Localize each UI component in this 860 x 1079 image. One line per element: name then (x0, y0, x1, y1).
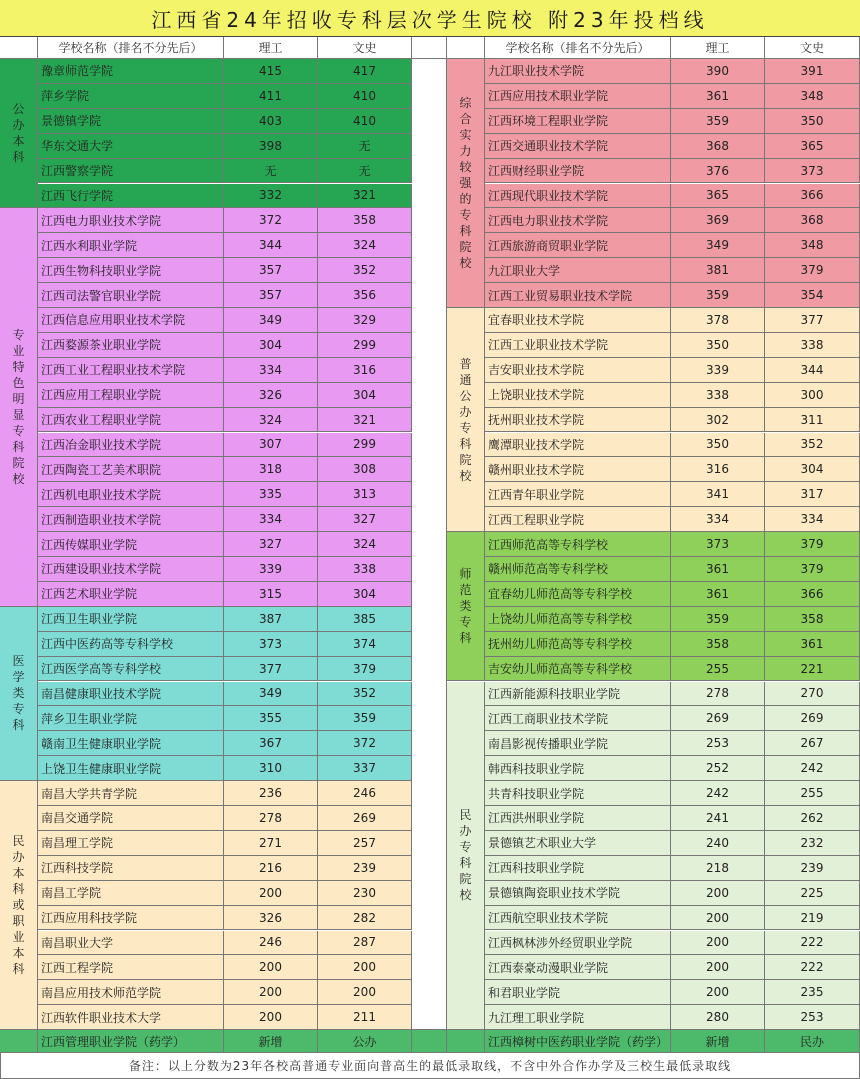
liberal-arts-score: 373 (765, 159, 860, 184)
score-grid (0, 37, 860, 1052)
category-label: 师 范 类 专 科 (447, 532, 485, 681)
science-score: 236 (224, 781, 318, 806)
liberal-arts-score: 379 (318, 657, 412, 682)
header-science: 理工 (224, 37, 318, 59)
school-name: 江西传媒职业学院 (38, 532, 224, 557)
science-score: 332 (224, 184, 318, 209)
liberal-arts-score: 321 (318, 184, 412, 209)
science-score: 361 (671, 582, 765, 607)
liberal-arts-score: 329 (318, 308, 412, 333)
school-name: 南昌交通学院 (38, 806, 224, 831)
liberal-arts-score: 379 (765, 557, 860, 582)
science-score: 280 (671, 1005, 765, 1030)
liberal-arts-score: 287 (318, 931, 412, 956)
school-name: 江西航空职业技术学院 (485, 906, 671, 931)
liberal-arts-score: 242 (765, 756, 860, 781)
science-score: 339 (224, 557, 318, 582)
school-name: 南昌工学院 (38, 881, 224, 906)
science-score: 200 (224, 881, 318, 906)
liberal-arts-score: 321 (318, 408, 412, 433)
school-name: 南昌职业大学 (38, 931, 224, 956)
school-name: 江西陶瓷工艺美术职院 (38, 457, 224, 482)
science-score: 278 (671, 682, 765, 707)
liberal-arts-score: 338 (318, 557, 412, 582)
category-label: 综 合 实 力 较 强 的 专 科 院 校 (447, 59, 485, 308)
science-score: 271 (224, 831, 318, 856)
liberal-arts-score: 230 (318, 881, 412, 906)
header-school-name: 学校名称（排名不分先后） (485, 37, 671, 59)
liberal-arts-score: 385 (318, 607, 412, 632)
liberal-arts-score: 417 (318, 59, 412, 84)
science-score: 372 (224, 208, 318, 233)
science-score: 359 (671, 607, 765, 632)
liberal-arts-score: 222 (765, 931, 860, 956)
science-score: 368 (671, 134, 765, 159)
school-name: 江西冶金职业技术学院 (38, 433, 224, 458)
science-score: 339 (671, 358, 765, 383)
school-name: 江西工商职业技术学院 (485, 706, 671, 731)
page-title: 江西省24年招收专科层次学生院校 附23年投档线 (0, 0, 860, 37)
science-score: 316 (671, 457, 765, 482)
science-score: 326 (224, 906, 318, 931)
school-name: 江西工程职业学院 (485, 507, 671, 532)
liberal-arts-score: 239 (765, 856, 860, 881)
science-score: 新增 (671, 1030, 765, 1053)
school-name: 江西软件职业技术大学 (38, 1005, 224, 1030)
school-name: 抚州职业技术学院 (485, 408, 671, 433)
science-score: 335 (224, 482, 318, 507)
liberal-arts-score: 299 (318, 433, 412, 458)
science-score: 398 (224, 134, 318, 159)
liberal-arts-score: 304 (318, 582, 412, 607)
school-name: 江西工业贸易职业技术学院 (485, 283, 671, 308)
school-name: 江西樟树中医药职业学院（药学） (485, 1030, 671, 1053)
liberal-arts-score: 222 (765, 955, 860, 980)
header-liberal-arts: 文史 (318, 37, 412, 59)
science-score: 269 (671, 706, 765, 731)
liberal-arts-score: 354 (765, 283, 860, 308)
school-name: 南昌影视传播职业学院 (485, 731, 671, 756)
category-label: 专 业 特 色 明 显 专 科 院 校 (0, 208, 38, 606)
school-name: 宜春职业技术学院 (485, 308, 671, 333)
science-score: 无 (224, 159, 318, 184)
science-score: 200 (671, 980, 765, 1005)
liberal-arts-score: 255 (765, 781, 860, 806)
school-name: 江西工业职业技术学院 (485, 333, 671, 358)
science-score: 318 (224, 457, 318, 482)
school-name: 江西现代职业技术学院 (485, 184, 671, 209)
school-name: 江西司法警官职业学院 (38, 283, 224, 308)
last-row-category-blank (0, 1030, 38, 1053)
school-name: 景德镇学院 (38, 109, 224, 134)
school-name: 江西工程学院 (38, 955, 224, 980)
school-name: 江西中医药高等专科学校 (38, 632, 224, 657)
school-name: 江西信息应用职业技术学院 (38, 308, 224, 333)
liberal-arts-score: 327 (318, 507, 412, 532)
science-score: 327 (224, 532, 318, 557)
school-name: 江西管理职业学院（药学） (38, 1030, 224, 1053)
school-name: 江西艺术职业学院 (38, 582, 224, 607)
liberal-arts-score: 344 (765, 358, 860, 383)
school-name: 赣州师范高等专科学校 (485, 557, 671, 582)
science-score: 240 (671, 831, 765, 856)
school-name: 江西飞行学院 (38, 184, 224, 209)
liberal-arts-score: 350 (765, 109, 860, 134)
school-name: 江西水利职业学院 (38, 233, 224, 258)
school-name: 华东交通大学 (38, 134, 224, 159)
last-row-category-blank (447, 1030, 485, 1053)
school-name: 江西建设职业技术学院 (38, 557, 224, 582)
school-name: 江西洪州职业学院 (485, 806, 671, 831)
header-liberal-arts: 文史 (765, 37, 860, 59)
science-score: 200 (671, 906, 765, 931)
school-name: 九江理工职业学院 (485, 1005, 671, 1030)
school-name: 江西医学高等专科学校 (38, 657, 224, 682)
liberal-arts-score: 267 (765, 731, 860, 756)
header-science: 理工 (671, 37, 765, 59)
school-name: 江西农业工程职业学院 (38, 408, 224, 433)
liberal-arts-score: 311 (765, 408, 860, 433)
science-score: 357 (224, 258, 318, 283)
liberal-arts-score: 300 (765, 383, 860, 408)
category-label: 公 办 本 科 (0, 59, 38, 208)
science-score: 200 (224, 980, 318, 1005)
science-score: 390 (671, 59, 765, 84)
science-score: 246 (224, 931, 318, 956)
spacer-column (412, 1030, 447, 1053)
liberal-arts-score: 361 (765, 632, 860, 657)
science-score: 359 (671, 283, 765, 308)
liberal-arts-score: 324 (318, 532, 412, 557)
science-score: 新增 (224, 1030, 318, 1053)
liberal-arts-score: 358 (765, 607, 860, 632)
liberal-arts-score: 410 (318, 84, 412, 109)
science-score: 255 (671, 657, 765, 682)
science-score: 381 (671, 258, 765, 283)
science-score: 387 (224, 607, 318, 632)
school-name: 南昌大学共青学院 (38, 781, 224, 806)
school-name: 江西新能源科技职业学院 (485, 682, 671, 707)
liberal-arts-score: 211 (318, 1005, 412, 1030)
school-name: 江西科技学院 (38, 856, 224, 881)
spacer-column (412, 37, 447, 59)
liberal-arts-score: 无 (318, 134, 412, 159)
school-name: 江西师范高等专科学校 (485, 532, 671, 557)
school-name: 江西生物科技职业学院 (38, 258, 224, 283)
science-score: 200 (671, 931, 765, 956)
science-score: 324 (224, 408, 318, 433)
school-name: 江西应用工程职业学院 (38, 383, 224, 408)
liberal-arts-score: 民办 (765, 1030, 860, 1053)
liberal-arts-score: 410 (318, 109, 412, 134)
category-label: 普 通 公 办 专 科 院 校 (447, 308, 485, 532)
school-name: 江西卫生职业学院 (38, 607, 224, 632)
science-score: 341 (671, 482, 765, 507)
science-score: 253 (671, 731, 765, 756)
liberal-arts-score: 219 (765, 906, 860, 931)
liberal-arts-score: 235 (765, 980, 860, 1005)
science-score: 200 (671, 881, 765, 906)
liberal-arts-score: 317 (765, 482, 860, 507)
liberal-arts-score: 304 (318, 383, 412, 408)
science-score: 307 (224, 433, 318, 458)
school-name: 上饶职业技术学院 (485, 383, 671, 408)
science-score: 278 (224, 806, 318, 831)
liberal-arts-score: 337 (318, 756, 412, 781)
liberal-arts-score: 359 (318, 706, 412, 731)
liberal-arts-score: 391 (765, 59, 860, 84)
school-name: 江西电力职业技术学院 (38, 208, 224, 233)
liberal-arts-score: 348 (765, 233, 860, 258)
liberal-arts-score: 352 (318, 258, 412, 283)
school-name: 江西环境工程职业学院 (485, 109, 671, 134)
science-score: 334 (224, 507, 318, 532)
school-name: 江西枫林涉外经贸职业学院 (485, 931, 671, 956)
science-score: 373 (224, 632, 318, 657)
school-name: 宜春幼儿师范高等专科学校 (485, 582, 671, 607)
school-name: 南昌应用技术师范学院 (38, 980, 224, 1005)
liberal-arts-score: 200 (318, 955, 412, 980)
school-name: 江西婺源茶业职业学院 (38, 333, 224, 358)
school-name: 江西电力职业技术学院 (485, 208, 671, 233)
liberal-arts-score: 379 (765, 258, 860, 283)
liberal-arts-score: 352 (765, 433, 860, 458)
liberal-arts-score: 338 (765, 333, 860, 358)
science-score: 378 (671, 308, 765, 333)
science-score: 200 (224, 1005, 318, 1030)
spacer-column (412, 59, 447, 1030)
science-score: 252 (671, 756, 765, 781)
science-score: 200 (224, 955, 318, 980)
liberal-arts-score: 公办 (318, 1030, 412, 1053)
science-score: 349 (224, 682, 318, 707)
school-name: 江西交通职业技术学院 (485, 134, 671, 159)
category-label: 民 办 专 科 院 校 (447, 682, 485, 1031)
science-score: 334 (224, 358, 318, 383)
school-name: 豫章师范学院 (38, 59, 224, 84)
science-score: 411 (224, 84, 318, 109)
header-school-name: 学校名称（排名不分先后） (38, 37, 224, 59)
school-name: 景德镇陶瓷职业技术学院 (485, 881, 671, 906)
school-name: 江西应用科技学院 (38, 906, 224, 931)
liberal-arts-score: 269 (318, 806, 412, 831)
science-score: 350 (671, 333, 765, 358)
science-score: 304 (224, 333, 318, 358)
category-label: 民 办 本 科 或 职 业 本 科 (0, 781, 38, 1030)
science-score: 365 (671, 184, 765, 209)
science-score: 218 (671, 856, 765, 881)
liberal-arts-score: 372 (318, 731, 412, 756)
school-name: 江西科技职业学院 (485, 856, 671, 881)
science-score: 376 (671, 159, 765, 184)
school-name: 萍乡学院 (38, 84, 224, 109)
liberal-arts-score: 366 (765, 184, 860, 209)
science-score: 359 (671, 109, 765, 134)
science-score: 358 (671, 632, 765, 657)
science-score: 349 (671, 233, 765, 258)
header-category-blank (447, 37, 485, 59)
school-name: 南昌理工学院 (38, 831, 224, 856)
school-name: 景德镇艺术职业大学 (485, 831, 671, 856)
school-name: 江西机电职业技术学院 (38, 482, 224, 507)
science-score: 373 (671, 532, 765, 557)
liberal-arts-score: 368 (765, 208, 860, 233)
science-score: 344 (224, 233, 318, 258)
liberal-arts-score: 377 (765, 308, 860, 333)
liberal-arts-score: 257 (318, 831, 412, 856)
science-score: 326 (224, 383, 318, 408)
liberal-arts-score: 225 (765, 881, 860, 906)
liberal-arts-score: 299 (318, 333, 412, 358)
school-name: 南昌健康职业技术学院 (38, 682, 224, 707)
science-score: 315 (224, 582, 318, 607)
science-score: 349 (224, 308, 318, 333)
school-name: 江西制造职业技术学院 (38, 507, 224, 532)
liberal-arts-score: 无 (318, 159, 412, 184)
liberal-arts-score: 316 (318, 358, 412, 383)
science-score: 302 (671, 408, 765, 433)
science-score: 377 (224, 657, 318, 682)
liberal-arts-score: 221 (765, 657, 860, 682)
science-score: 361 (671, 557, 765, 582)
school-name: 江西应用技术职业学院 (485, 84, 671, 109)
school-name: 九江职业技术学院 (485, 59, 671, 84)
school-name: 江西泰豪动漫职业学院 (485, 955, 671, 980)
liberal-arts-score: 269 (765, 706, 860, 731)
science-score: 310 (224, 756, 318, 781)
school-name: 吉安幼儿师范高等专科学校 (485, 657, 671, 682)
science-score: 403 (224, 109, 318, 134)
category-label: 医 学 类 专 科 (0, 607, 38, 781)
science-score: 216 (224, 856, 318, 881)
liberal-arts-score: 358 (318, 208, 412, 233)
science-score: 242 (671, 781, 765, 806)
liberal-arts-score: 304 (765, 457, 860, 482)
liberal-arts-score: 379 (765, 532, 860, 557)
school-name: 江西青年职业学院 (485, 482, 671, 507)
science-score: 367 (224, 731, 318, 756)
school-name: 江西旅游商贸职业学院 (485, 233, 671, 258)
liberal-arts-score: 239 (318, 856, 412, 881)
liberal-arts-score: 253 (765, 1005, 860, 1030)
school-name: 共青科技职业学院 (485, 781, 671, 806)
liberal-arts-score: 374 (318, 632, 412, 657)
liberal-arts-score: 324 (318, 233, 412, 258)
school-name: 江西工业工程职业技术学院 (38, 358, 224, 383)
liberal-arts-score: 270 (765, 682, 860, 707)
liberal-arts-score: 366 (765, 582, 860, 607)
liberal-arts-score: 334 (765, 507, 860, 532)
footnote: 备注：以上分数为23年各校高普通专业面向普高生的最低录取线，不含中外合作办学及三校生最低录取线 (0, 1052, 860, 1079)
liberal-arts-score: 348 (765, 84, 860, 109)
science-score: 355 (224, 706, 318, 731)
science-score: 357 (224, 283, 318, 308)
liberal-arts-score: 313 (318, 482, 412, 507)
liberal-arts-score: 282 (318, 906, 412, 931)
liberal-arts-score: 232 (765, 831, 860, 856)
science-score: 334 (671, 507, 765, 532)
school-name: 鹰潭职业技术学院 (485, 433, 671, 458)
school-name: 和君职业学院 (485, 980, 671, 1005)
liberal-arts-score: 365 (765, 134, 860, 159)
school-name: 赣州职业技术学院 (485, 457, 671, 482)
science-score: 338 (671, 383, 765, 408)
liberal-arts-score: 356 (318, 283, 412, 308)
liberal-arts-score: 246 (318, 781, 412, 806)
school-name: 上饶幼儿师范高等专科学校 (485, 607, 671, 632)
liberal-arts-score: 200 (318, 980, 412, 1005)
school-name: 吉安职业技术学院 (485, 358, 671, 383)
liberal-arts-score: 308 (318, 457, 412, 482)
school-name: 抚州幼儿师范高等专科学校 (485, 632, 671, 657)
science-score: 415 (224, 59, 318, 84)
school-name: 赣南卫生健康职业学院 (38, 731, 224, 756)
header-category-blank (0, 37, 38, 59)
school-name: 韩西科技职业学院 (485, 756, 671, 781)
science-score: 200 (671, 955, 765, 980)
science-score: 369 (671, 208, 765, 233)
science-score: 350 (671, 433, 765, 458)
school-name: 九江职业大学 (485, 258, 671, 283)
school-name: 江西财经职业学院 (485, 159, 671, 184)
liberal-arts-score: 262 (765, 806, 860, 831)
school-name: 萍乡卫生职业学院 (38, 706, 224, 731)
school-name: 上饶卫生健康职业学院 (38, 756, 224, 781)
science-score: 361 (671, 84, 765, 109)
science-score: 241 (671, 806, 765, 831)
liberal-arts-score: 352 (318, 682, 412, 707)
school-name: 江西警察学院 (38, 159, 224, 184)
